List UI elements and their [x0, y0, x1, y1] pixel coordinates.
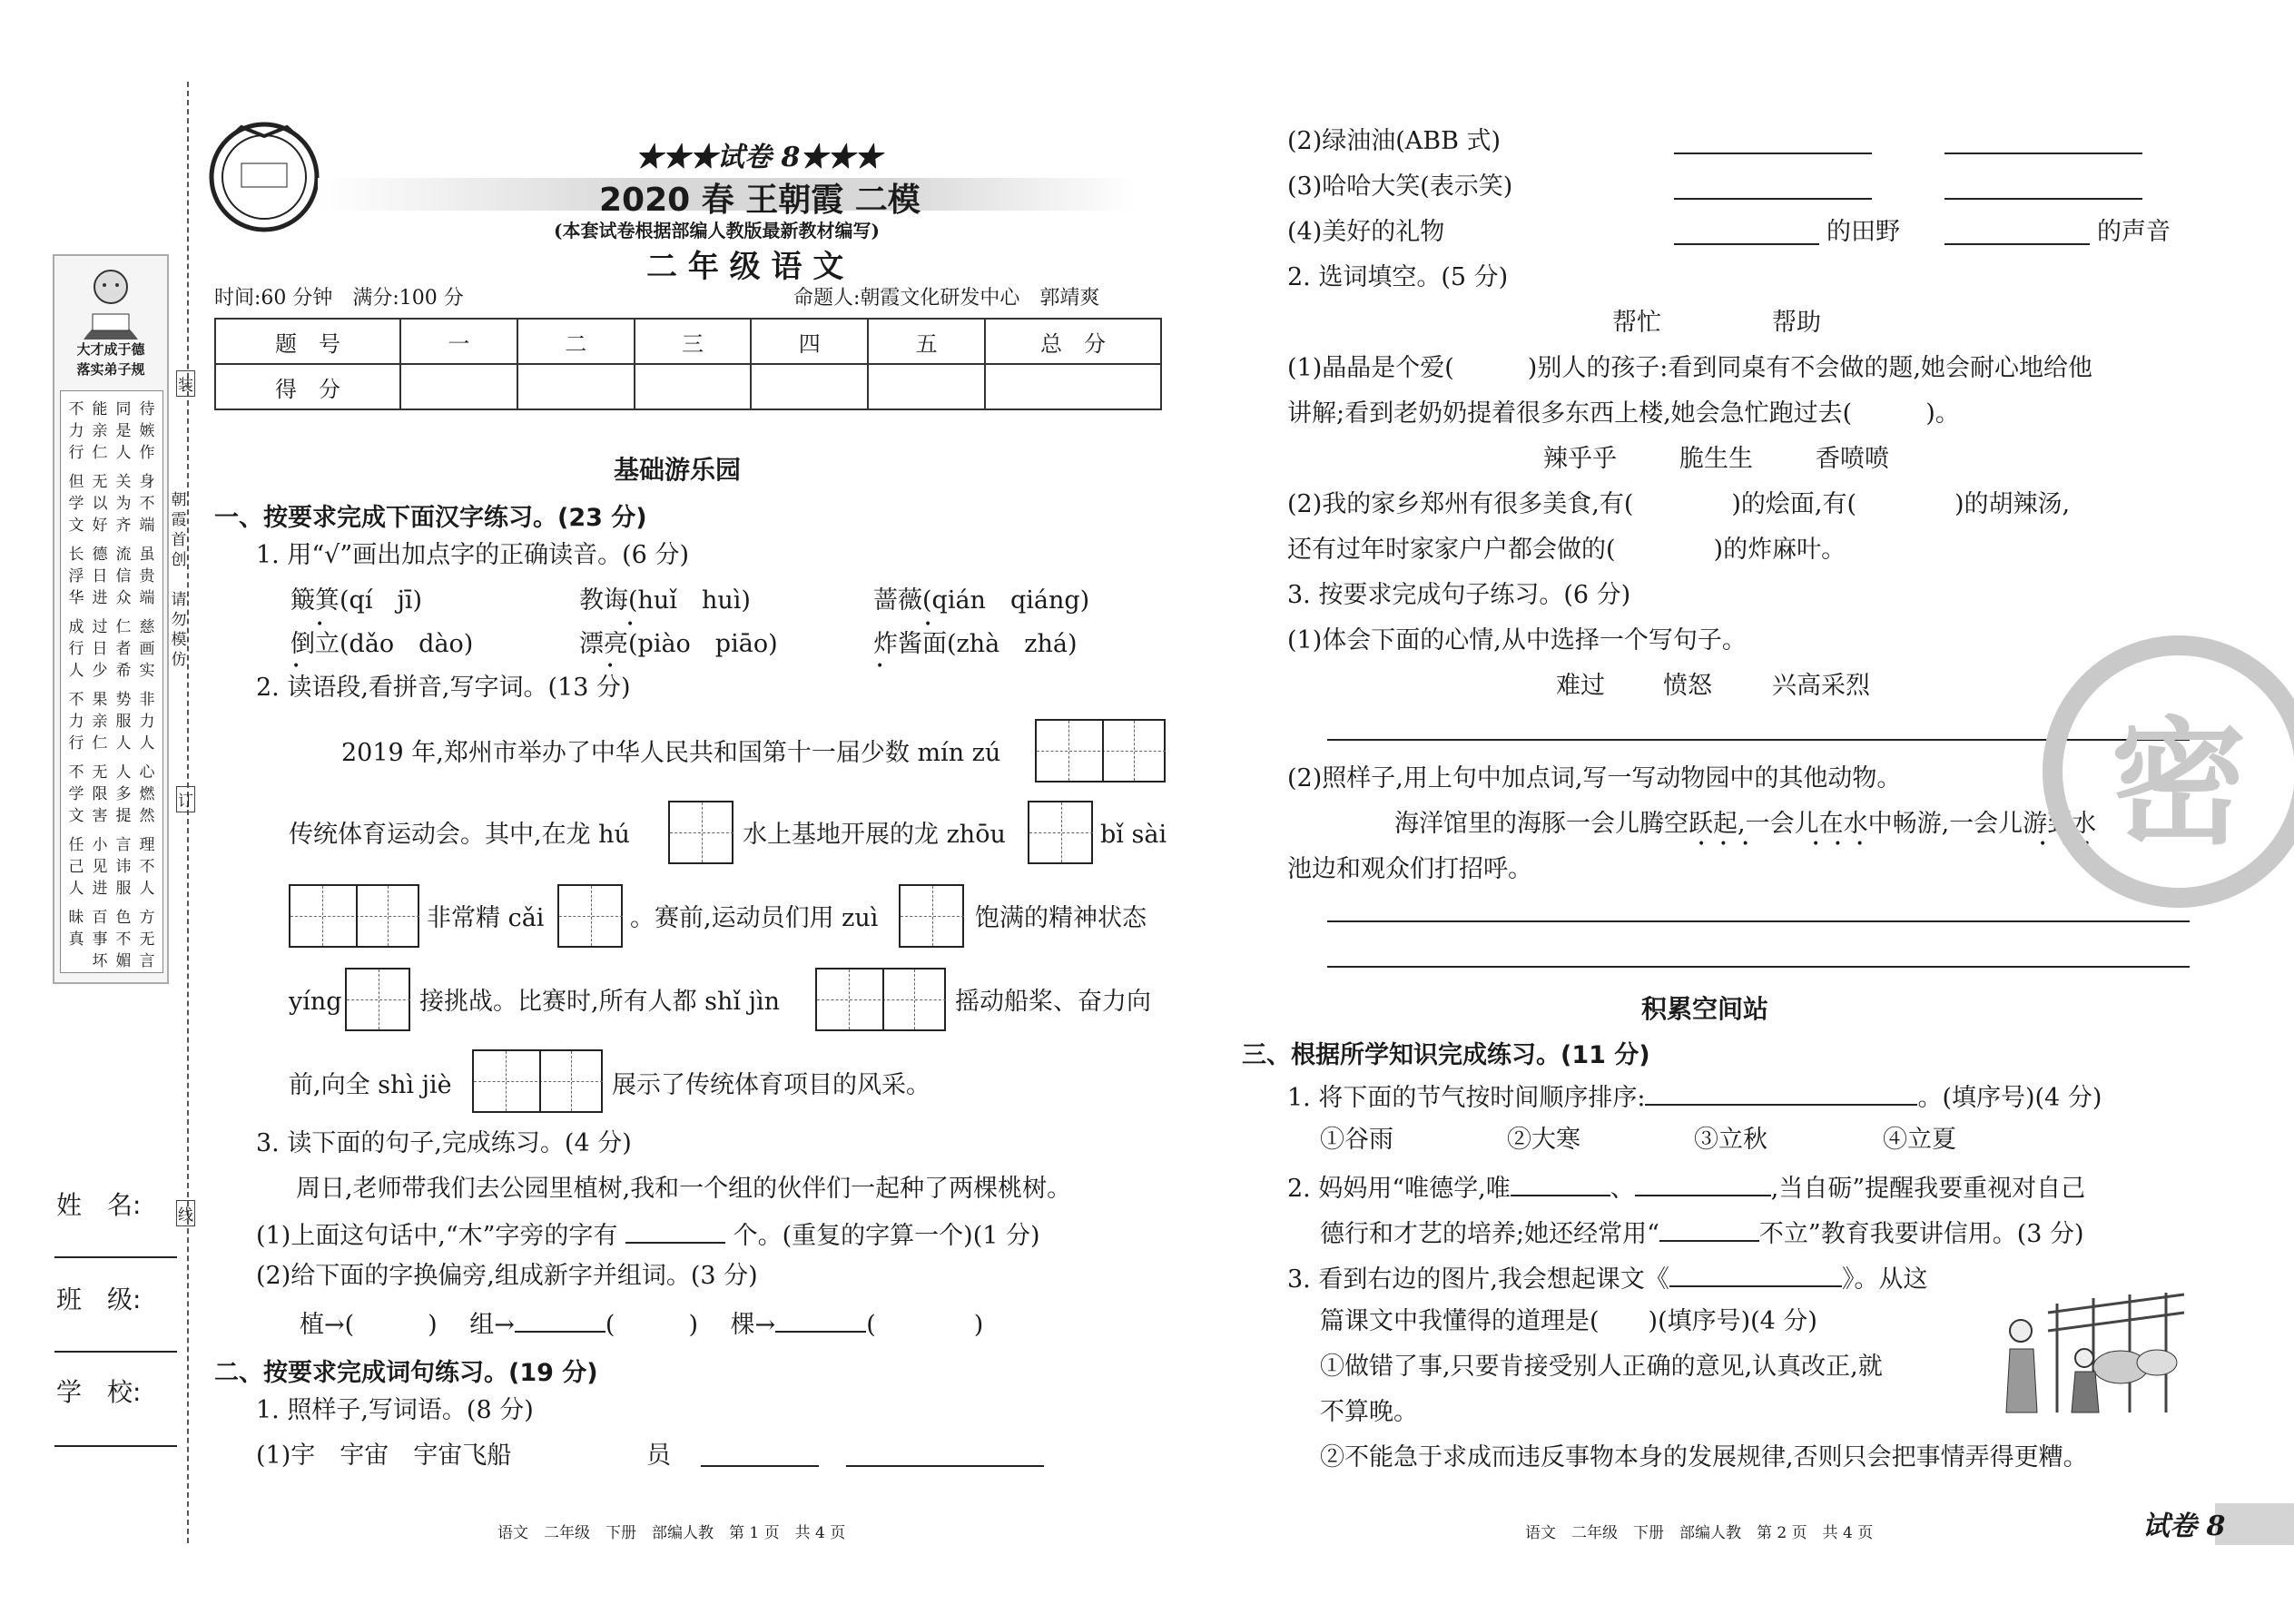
emphasis-dots: • [876, 659, 884, 674]
q6-sentence-line2: 池边和观众们打招呼。 [1287, 855, 1532, 883]
q7-option: ④立夏 [1883, 1126, 1956, 1154]
q5-sub2-line1: (2)我的家乡郑州有很多美食,有( )的烩面,有( )的胡辣汤, [1287, 490, 2071, 518]
q3-sub1-text-b: 个。(重复的字算一个)(1 分) [733, 1222, 1040, 1250]
corner-tab [2215, 1503, 2294, 1545]
score-cell[interactable] [985, 364, 1161, 409]
poem-column: 方无言 [139, 909, 155, 970]
q9-blank[interactable] [1669, 1262, 1842, 1287]
emphasis-dots: ••• [1812, 837, 1878, 851]
poem-column: 百事坏 [92, 909, 108, 970]
q5-sub1-line1: (1)晶晶是个爱( )别人的孩子:看到同桌有不会做的题,她会耐心地给他 [1287, 354, 2092, 382]
q4-example: (1)宇 宇宙 宇宙飞船 [256, 1442, 512, 1470]
q4-char: 员 [646, 1442, 671, 1470]
margin-word-1: 朝霞首创 [171, 491, 187, 569]
score-header: 总 分 [985, 319, 1161, 364]
score-cell[interactable] [751, 364, 868, 409]
q4-3-blank-2[interactable] [1944, 198, 2142, 200]
q6-word: 愤怒 [1663, 672, 1712, 700]
q8-text-d: 德行和才艺的培养;她还经常用“ [1320, 1220, 1659, 1248]
q9-line1 [1287, 1262, 1927, 1294]
char-box-cai[interactable] [557, 884, 623, 948]
poem-column: 仁者希 [115, 618, 132, 680]
q6-prompt: 3. 按要求完成句子练习。(6 分) [1287, 581, 1631, 609]
poem-column: 色不媚 [115, 909, 132, 970]
char-box-minzu[interactable] [1035, 719, 1166, 782]
passage-line-2c: bǐ sài [1100, 821, 1167, 849]
poem-column: 理不人 [139, 836, 155, 898]
emphasis-dots: • [924, 617, 932, 632]
char-box-zhou[interactable] [1028, 801, 1093, 864]
q4-item-2: (2)绿油油(ABB 式) [1287, 127, 1501, 155]
part-title-accumulate: 积累空间站 [1641, 994, 1769, 1024]
emphasis-dots: • [626, 617, 635, 632]
poem-column: 人多提 [115, 763, 132, 825]
q9-text-b: 》。从这 [1841, 1265, 1928, 1294]
passage-line-5b: 展示了传统体育项目的风采。 [612, 1071, 930, 1099]
poem-column: 但学文 [68, 473, 84, 535]
poem-column: 昧真 [68, 909, 84, 949]
q5-prompt: 2. 选词填空。(5 分) [1287, 263, 1509, 291]
q9-option-1a: ①做错了事,只要肯接受别人正确的意见,认真改正,就 [1320, 1353, 1883, 1381]
q5-sub2-line2: 还有过年时家家户户都会做的( )的炸麻叶。 [1287, 536, 1846, 564]
poem-column: 不学文 [68, 763, 84, 825]
emphasis-dots: • [292, 659, 300, 674]
q3-sub1-blank[interactable] [625, 1218, 725, 1244]
q3-prompt: 3. 读下面的句子,完成练习。(4 分) [256, 1129, 632, 1157]
q3-char: 组→ [469, 1311, 515, 1339]
q6-answer-line-2[interactable] [1327, 920, 2190, 922]
score-cell[interactable] [868, 364, 985, 409]
passage-line-1: 2019 年,郑州市举办了中华人民共和国第十一届少数 mín zú [341, 739, 1001, 767]
q4-2-blank-2[interactable] [1944, 153, 2142, 154]
q5-sub1-line2: 讲解;看到老奶奶提着很多东西上楼,她会急忙跑过去( )。 [1287, 399, 1960, 428]
poem-column: 言讳服 [115, 836, 132, 898]
q4-4-blank-2[interactable] [1944, 243, 2090, 245]
q4-blank-1[interactable] [701, 1465, 819, 1467]
seal-mark-1: 装 [176, 370, 195, 397]
exam-title: 2020 春 王朝霞 二模 [599, 182, 921, 219]
char-box-shijie[interactable] [472, 1049, 603, 1113]
q4-2-blank-1[interactable] [1674, 153, 1872, 154]
margin-word-2: 请勿模仿 [171, 591, 187, 669]
q8-blank-2[interactable] [1635, 1171, 1771, 1196]
q3-sub2-row: 植→( ) 组→ ( ) 棵→ ( ) [300, 1307, 983, 1340]
passage-line-5a: 前,向全 shì jiè [289, 1071, 452, 1099]
q7-option: ②大寒 [1507, 1126, 1580, 1154]
q3-sub1 [256, 1218, 1040, 1251]
poem-column: 能亲仁 [92, 400, 108, 462]
story-illustration [1994, 1285, 2190, 1416]
q5-word: 帮忙 [1612, 309, 1661, 337]
q4-blank-2[interactable] [846, 1465, 1044, 1467]
poem-column: 成行人 [68, 618, 84, 680]
exam-badge: ★★★试卷 8★★★ [635, 142, 882, 173]
q4-3-blank-1[interactable] [1674, 198, 1872, 200]
q7-blank[interactable] [1645, 1080, 1917, 1106]
score-cell[interactable] [635, 364, 752, 409]
q1-item: 簸箕(qí jī) [290, 586, 422, 615]
poem-column: 过日少 [92, 618, 108, 680]
poem-column: 流信众 [115, 546, 132, 607]
seal-mark-3: 线 [176, 1200, 195, 1226]
char-box-hu[interactable] [668, 801, 733, 864]
poem-column: 势服人 [115, 691, 132, 753]
q6-answer-line-3[interactable] [1327, 966, 2190, 968]
emphasis-dots: ••• [1698, 837, 1764, 851]
banner-line-1: 大才成于德 [76, 341, 145, 358]
class-label: 班 级: [56, 1284, 142, 1314]
emphasis-dots: • [606, 659, 615, 674]
poem-column: 非力人 [139, 691, 155, 753]
q1-item: 炸酱面(zhà zhá) [873, 630, 1078, 658]
margin-words [169, 490, 189, 670]
q9-text: 3. 看到右边的图片,我会想起课文《 [1287, 1265, 1669, 1294]
poem-column: 慈画实 [139, 618, 155, 680]
score-header: 一 [400, 319, 517, 364]
emphasis-dots: • [316, 617, 324, 632]
mascot-panel [53, 254, 169, 984]
passage-line-3c: 饱满的精神状态 [975, 904, 1147, 932]
q4-item-4: (4)美好的礼物 [1287, 218, 1445, 246]
poem-column: 德日进 [92, 546, 108, 607]
poem-column: 小见进 [92, 836, 108, 898]
q4-4-text-c: 的声音 [2097, 218, 2171, 246]
left-footer: 语文 二年级 下册 部编人教 第 1 页 共 4 页 [497, 1524, 846, 1542]
q4-prompt: 1. 照样子,写词语。(8 分) [256, 1396, 534, 1424]
banner-line-2: 落实弟子规 [76, 361, 145, 378]
q5-word: 脆生生 [1679, 445, 1753, 473]
poem-column: 身不端 [139, 473, 155, 535]
q8-blank-1[interactable] [1511, 1171, 1610, 1196]
dashed-binding-line [187, 82, 189, 1543]
poem-block [60, 390, 163, 973]
q4-4-blank-1[interactable] [1674, 243, 1819, 245]
passage-line-3b: 。赛前,运动员们用 zuì [630, 904, 879, 932]
section-2-heading: 二、按要求完成词句练习。(19 分) [214, 1359, 598, 1387]
q6-sub1: (1)体会下面的心情,从中选择一个写句子。 [1287, 626, 1747, 655]
score-table [214, 318, 1162, 410]
q9-line2: 篇课文中我懂得的道理是( )(填序号)(4 分) [1320, 1307, 1817, 1335]
q7-text: 1. 将下面的节气按时间顺序排序: [1287, 1084, 1646, 1112]
q1-item: 教诲(huǐ huì) [579, 586, 751, 615]
passage-line-2a: 传统体育运动会。其中,在龙 hú [289, 821, 630, 849]
char-box-shijin[interactable] [815, 968, 946, 1031]
q3-char: 棵→ [730, 1311, 776, 1339]
time-info: 时间:60 分钟 满分:100 分 [214, 287, 464, 310]
poem-column: 无以好 [92, 473, 108, 535]
q6-word: 兴高采烈 [1772, 672, 1870, 700]
poem-column: 任己人 [68, 836, 84, 898]
passage-line-4c: 摇动船桨、奋力向 [955, 988, 1151, 1016]
char-box-zui[interactable] [899, 884, 964, 948]
char-box-ying[interactable] [345, 968, 410, 1031]
score-header: 三 [635, 319, 752, 364]
stamp-text: 密 [2110, 705, 2247, 863]
poem-column: 果亲仁 [92, 691, 108, 753]
q6-sub2: (2)照样子,用上句中加点词,写一写动物园中的其他动物。 [1287, 764, 1902, 792]
poem-column: 待嫉作 [139, 400, 155, 462]
section-3-heading: 三、根据所学知识完成练习。(11 分) [1242, 1041, 1650, 1069]
q1-item: 漂亮(piào piāo) [579, 630, 778, 658]
q8-text-e: 不立”教育我要讲信用。(3 分) [1758, 1220, 2084, 1248]
q8-text-c: ,当自砺”提醒我要重视对自己 [1770, 1175, 2086, 1203]
q3-char-blank[interactable] [775, 1307, 866, 1333]
author-info: 命题人:朝霞文化研发中心 郭靖爽 [793, 287, 1100, 310]
school-field[interactable] [54, 1445, 177, 1447]
q8-blank-3[interactable] [1659, 1216, 1759, 1242]
q5-word: 辣乎乎 [1543, 445, 1617, 473]
q3-sentence: 周日,老师带我们去公园里植树,我和一个组的伙伴们一起种了两棵桃树。 [296, 1175, 1072, 1203]
poem-column: 长浮华 [68, 546, 84, 607]
seal-mark-2: 订 [176, 786, 195, 812]
q1-prompt: 1. 用“√”画出加点字的正确读音。(6 分) [256, 541, 689, 569]
passage-line-4a: yíng [289, 988, 342, 1016]
q5-word: 香喷喷 [1816, 445, 1889, 473]
q8-line1 [1287, 1171, 2085, 1204]
score-cell[interactable] [517, 364, 635, 409]
q4-item-3: (3)哈哈大笑(表示笑) [1287, 172, 1513, 201]
section-1-heading: 一、按要求完成下面汉字练习。(23 分) [214, 504, 647, 532]
q1-item: 蔷薇(qián qiáng) [873, 586, 1090, 615]
score-row-label: 得 分 [215, 364, 400, 409]
q5-word: 帮助 [1772, 309, 1821, 337]
corner-label: 试卷 8 [2142, 1511, 2226, 1542]
q6-sentence-line1: 海洋馆里的海豚一会儿腾空跃起,一会儿在水中畅游,一会儿游到水 [1394, 810, 2097, 838]
q7-option: ①谷雨 [1320, 1126, 1393, 1154]
mascot-icon [56, 260, 165, 341]
score-header: 五 [868, 319, 985, 364]
q9-option-1b: 不算晚。 [1320, 1398, 1418, 1426]
passage-line-2b: 水上基地开展的龙 zhōu [743, 821, 1006, 849]
char-box-bisai[interactable] [289, 884, 419, 948]
part-title-basic: 基础游乐园 [614, 455, 742, 485]
class-field[interactable] [54, 1351, 177, 1353]
score-header: 二 [517, 319, 635, 364]
q3-char-blank[interactable] [515, 1307, 605, 1333]
q4-4-text-b: 的田野 [1826, 218, 1900, 246]
secret-stamp [2043, 635, 2294, 908]
exam-note: (本套试卷根据部编人教版最新教材编写) [554, 220, 880, 241]
poem-column: 关为齐 [115, 473, 132, 535]
school-label: 学 校: [56, 1377, 142, 1407]
q2-prompt: 2. 读语段,看拼音,写字词。(13 分) [256, 674, 631, 702]
q7-prompt [1287, 1080, 2102, 1113]
q3-char: 植→ [300, 1311, 345, 1339]
subject-title: 二 年 级 语 文 [646, 249, 844, 285]
right-footer: 语文 二年级 下册 部编人教 第 2 页 共 4 页 [1525, 1524, 1874, 1542]
poem-column: 同是人 [115, 400, 132, 462]
name-label: 姓 名: [56, 1190, 142, 1220]
score-header: 四 [751, 319, 868, 364]
q3-sub1-text: (1)上面这句话中,“木”字旁的字有 [256, 1222, 618, 1250]
poem-column: 不力行 [68, 400, 84, 462]
brand-logo-icon [205, 118, 323, 236]
poem-column: 心燃然 [139, 763, 155, 825]
q8-line2 [1320, 1216, 2084, 1249]
score-header: 题 号 [215, 319, 400, 364]
passage-line-3a: 非常精 cǎi [427, 904, 545, 932]
q1-item: 倒立(dǎo dào) [290, 630, 474, 658]
q7-option: ③立秋 [1694, 1126, 1767, 1154]
q8-text-b: 、 [1610, 1175, 1635, 1203]
q3-sub2: (2)给下面的字换偏旁,组成新字并组词。(3 分) [256, 1262, 758, 1290]
q6-word: 难过 [1556, 672, 1605, 700]
score-cell[interactable] [400, 364, 517, 409]
q8-text: 2. 妈妈用“唯德学,唯 [1287, 1175, 1511, 1203]
poem-column: 虽贵端 [139, 546, 155, 607]
q7-text-b: 。(填序号)(4 分) [1917, 1084, 2102, 1112]
passage-line-4b: 接挑战。比赛时,所有人都 shǐ jìn [419, 988, 781, 1016]
q9-option-2: ②不能急于求成而违反事物本身的发展规律,否则只会把事情弄得更糟。 [1320, 1443, 2088, 1471]
poem-column: 无限害 [92, 763, 108, 825]
emphasis-dots: ••• [2039, 837, 2105, 851]
poem-column: 不力行 [68, 691, 84, 753]
name-field[interactable] [54, 1256, 177, 1258]
